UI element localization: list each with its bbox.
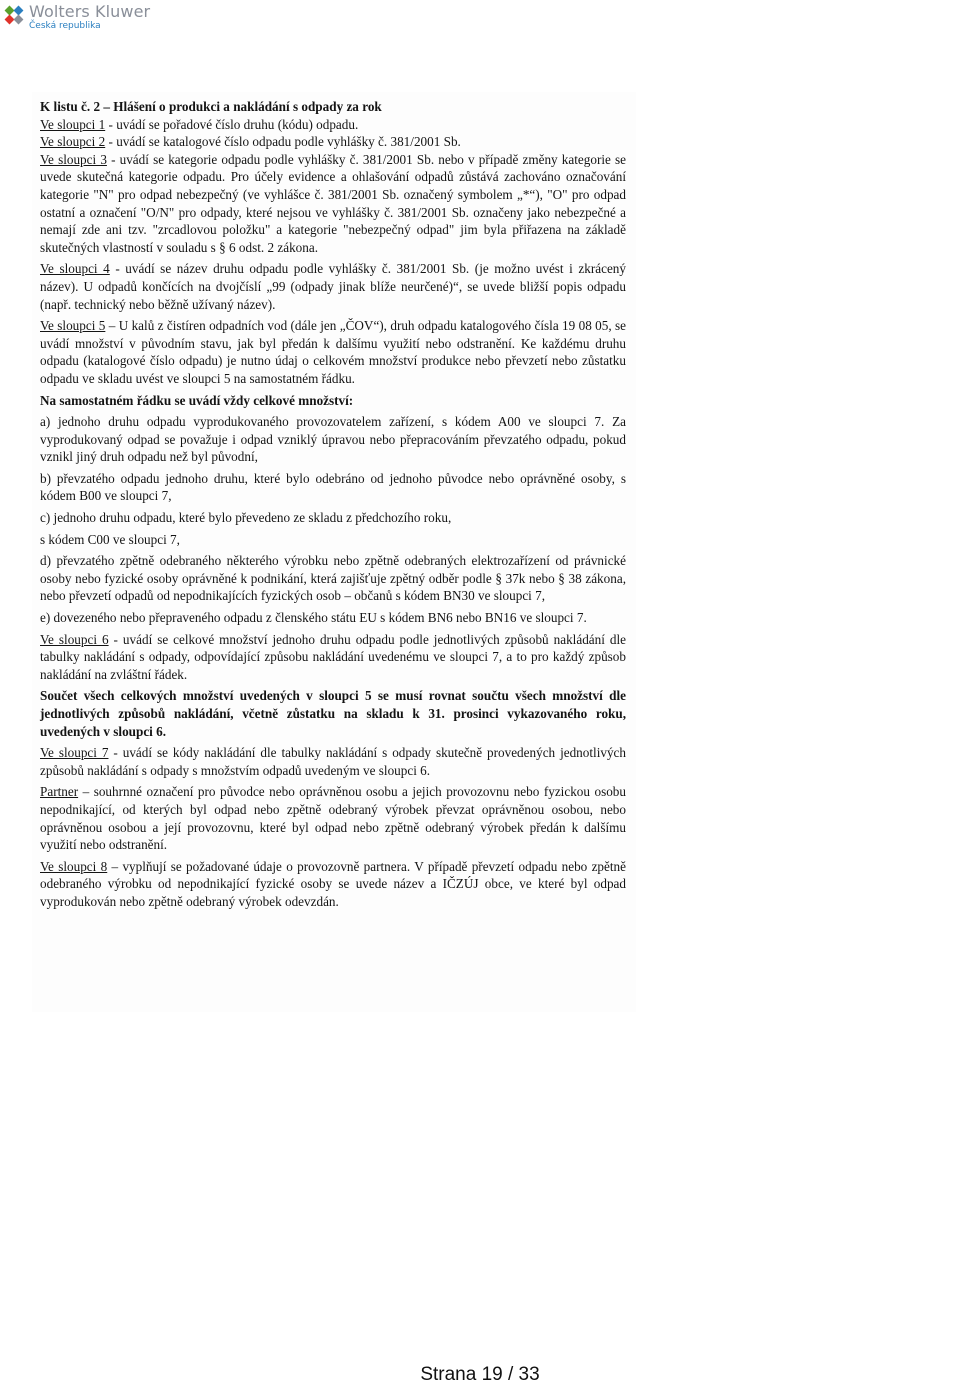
column-6-text: - uvádí se celkové množství jednoho druhu odpadu podle jednotlivých způsobů nakládání dle tabulky nakládání s odpady, odpovídající způsobu nakládání uvedenému ve sloupci 7, a to pro každý způsob nakládání na zvláštní řádek.	[40, 631, 626, 682]
column-5-label: Ve sloupci 5	[40, 318, 106, 334]
column-7-text: - uvádí se kódy nakládání dle tabulky nakládání s odpady skutečně provedených jednotlivých způsobů nakládání s odpady s množstvím odpadů uvedeným ve sloupci 6.	[40, 745, 626, 778]
column-6-note	[40, 631, 626, 684]
total-heading: Na samostatném řádku se uvádí vždy celkové množství:	[40, 392, 354, 408]
column-5-text: – U kalů z čistíren odpadních vod (dále jen „ČOV“), druh odpadu katalogového čísla 19 08 05, se uvádí množství v původním stavu, jak byl předán k dalšímu využití nebo odstranění. Ke každému druhu odpadu (katalogové číslo odpadu) je nutno údaj o celkovém množství produkce nebo převzetí nebo zůstatku odpadu ve skladu uvést ve sloupci 5 na samostatném řádku.	[40, 318, 626, 386]
column-1-label: Ve sloupci 1	[40, 116, 106, 132]
list-item-d: d) převzatého zpětně odebraného některého výrobku nebo zpětně odebraných elektrozařízení od právnické osoby nebo fyzické osoby oprávněné k podnikání, která zajišťuje zpětný odběr podle § 37k nebo § 38 zákona, nebo převzetí odpadů od nepodnikajících fyzických osob – občanů s kódem BN30 ve sloupci 7,	[40, 553, 626, 604]
partner-label: Partner	[40, 784, 79, 800]
column-6-label: Ve sloupci 6	[40, 631, 109, 647]
brand-subtitle: Česká republika	[29, 21, 101, 31]
document-content	[40, 98, 626, 911]
list-item-c: c) jednoho druhu odpadu, které bylo převedeno ze skladu z předchozího roku,	[40, 510, 452, 526]
list-item-b: b) převzatého odpadu jednoho druhu, které bylo odebráno od jednoho původce nebo oprávněné osoby, s kódem B00 ve sloupci 7,	[40, 470, 626, 504]
column-5-note	[40, 317, 626, 387]
column-2-text: - uvádí se katalogové číslo odpadu podle vyhlášky č. 381/2001 Sb.	[105, 134, 461, 150]
list-item-a: a) jednoho druhu odpadu vyprodukovaného provozovatelem zařízení, s kódem A00 ve sloupci 7. Za vyprodukovaný odpad se považuje i odpad vzniklý úpravou nebo přepracováním převzatého odpadu, pokud vznikl jiný druh odpadu než byl původní,	[40, 414, 626, 465]
list-item-c-code: s kódem C00 ve sloupci 7,	[40, 531, 180, 547]
column-3-text: - uvádí se kategorie odpadu podle vyhlášky č. 381/2001 Sb. nebo v případě změny kategorie se uvede skutečná kategorie odpadu. Pro účely evidence a ohlašování odpadů zůstává zachováno označování kategorie "N" pro odpad nebezpečný (ve vyhlášce č. 381/2001 Sb. označený symbolem „*“), "O" pro odpad ostatní a označení "O/N" pro odpady, které nejsou ve vyhlášky č. 381/2001 Sb. označeny jako nebezpečné a nemají zde ani tzv. "zrcadlovou položku" a kategorie "nebezpečný odpad" jim byla přiřazena na základě skutečných vlastností v souladu s § 6 odst. 2 zákona.	[40, 151, 627, 255]
brand-name: Wolters Kluwer	[29, 2, 151, 21]
column-1-note	[40, 116, 626, 134]
column-1-text: - uvádí se pořadové číslo druhu (kódu) odpadu.	[105, 116, 359, 132]
brand-logo	[4, 4, 150, 31]
column-4-note	[40, 260, 626, 313]
column-3-label: Ve sloupci 3	[40, 151, 107, 167]
column-4-text: - uvádí se název druhu odpadu podle vyhlášky č. 381/2001 Sb. (je možno uvést i zkrácený název). U odpadů končících na dvojčíslí „99 (odpady jinak blíže neurčené)“, se uvede bližší popis odpadu (např. technický nebo běžně užívaný název).	[40, 261, 626, 312]
column-7-label: Ve sloupci 7	[40, 745, 109, 761]
partner-text: – souhrnné označení pro původce nebo oprávněnou osobu a jejich provozovnu nebo fyzickou osobu nepodnikající, od kterých byl odpad nebo zpětně odebraný výrobek převzat oprávněnou osobou, nebo oprávněnou osobou a její provozovnu, které byl odpad nebo zpětně odebraný výrobek předán k dalšímu využití nebo odstranění.	[40, 784, 626, 853]
column-8-label: Ve sloupci 8	[40, 858, 108, 874]
sum-rule: Součet všech celkových množství uvedených v sloupci 5 se musí rovnat součtu všech množství dle jednotlivých způsobů nakládání, včetně zůstatku na skladu k 31. prosinci vykazovaného roku, uvedených v sloupci 6.	[40, 688, 626, 739]
list-item-e: e) dovezeného nebo přepraveného odpadu z členského státu EU s kódem BN6 nebo BN16 ve sloupci 7.	[40, 610, 587, 626]
partner-note	[40, 783, 626, 853]
document-title: K listu č. 2 – Hlášení o produkci a nakládání s odpady za rok	[40, 99, 382, 114]
column-4-label: Ve sloupci 4	[40, 261, 110, 277]
column-8-note	[40, 858, 626, 911]
column-7-note	[40, 744, 626, 779]
column-8-text: – vyplňují se požadované údaje o provozovně partnera. V případě převzetí odpadu nebo zpětně odebraného výrobku od nepodnikající fyzické osoby se uvede název a IČZÚJ obce, ve které byl odpad vyprodukován nebo zpětně odebraný výrobek odevzdán.	[40, 858, 626, 909]
column-2-note	[40, 133, 626, 151]
page-number: Strana 19 / 33	[420, 1364, 540, 1385]
wolters-kluwer-logo-icon	[4, 5, 24, 25]
column-2-label: Ve sloupci 2	[40, 134, 106, 150]
column-3-note	[40, 151, 626, 257]
